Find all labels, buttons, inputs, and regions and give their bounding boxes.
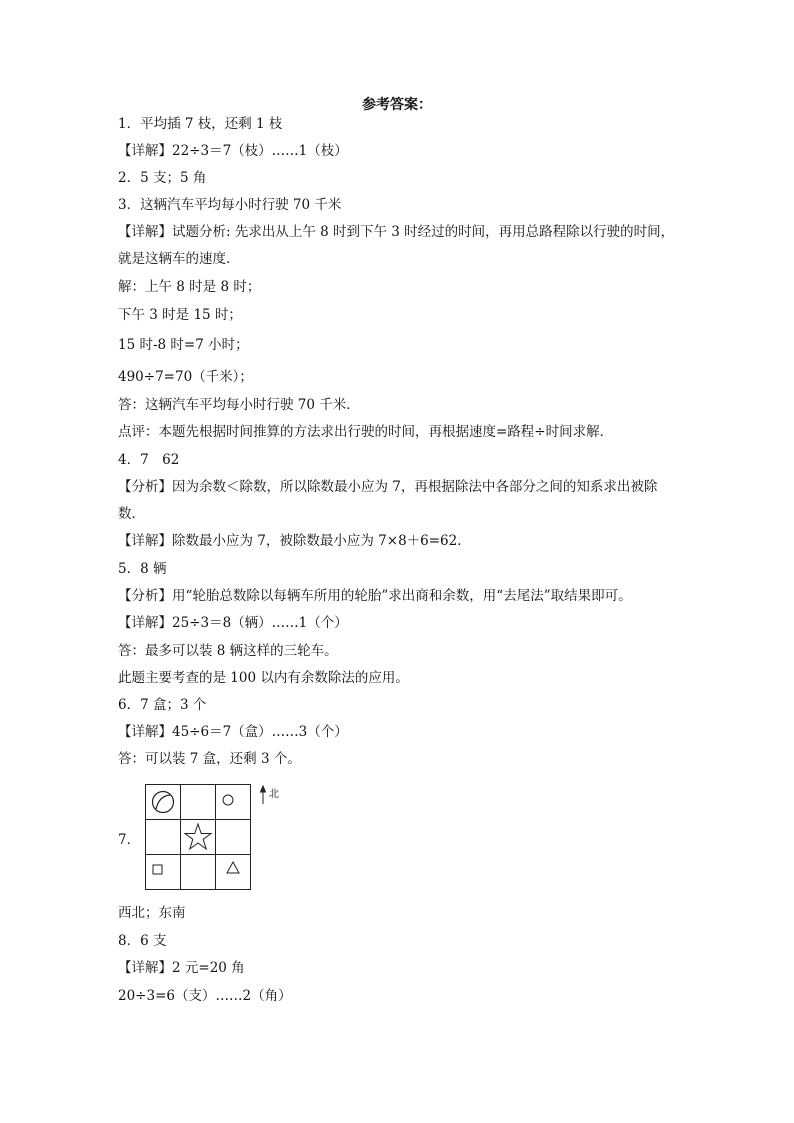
square-icon [153, 865, 162, 874]
answer-line: 解：上午 8 时是 8 时； [118, 279, 261, 295]
page-title: 参考答案： [362, 97, 432, 113]
answer-line: 答：可以装 7 盒，还剩 3 个。 [118, 751, 301, 767]
star-icon [185, 824, 211, 849]
circle-icon [223, 795, 233, 805]
answer-line: 数． [118, 506, 145, 522]
answer-line: 下午 3 时是 15 时； [118, 307, 242, 323]
answer-line: 6．7 盒；3 个 [118, 697, 207, 713]
answer-line: 【分析】因为余数＜除数，所以除数最小应为 7，再根据除法中各部分之间的知系求出被除 [118, 479, 658, 495]
answer-line: 就是这辆车的速度． [118, 251, 240, 267]
answer-line: 3．这辆汽车平均每小时行驶 70 千米 [118, 197, 342, 213]
answer-line: 4．7 62 [118, 452, 180, 468]
answer-line: 8．6 支 [118, 933, 167, 949]
answer-line: 【详解】除数最小应为 7，被除数最小应为 7×8＋6=62． [118, 533, 471, 549]
answer-line: 15 时-8 时=7 小时； [118, 337, 249, 353]
question-7-answer: 西北；东南 [118, 905, 186, 921]
answer-line: 490÷7=70（千米）； [118, 369, 253, 385]
answer-line: 【详解】25÷3＝8（辆）……1（个） [118, 615, 348, 631]
answer-line: 点评：本题先根据时间推算的方法求出行驶的时间，再根据速度=路程÷时间求解． [118, 424, 614, 440]
answer-line: 2．5 支；5 角 [118, 170, 207, 186]
answer-line: 【详解】45÷6＝7（盒）……3（个） [118, 724, 348, 740]
answer-line: 【分析】用“轮胎总数除以每辆车所用的轮胎”求出商和余数，用“去尾法”取结果即可。 [118, 588, 632, 604]
answer-line: 20÷3=6（支）……2（角） [118, 988, 292, 1004]
answer-line: 答：这辆汽车平均每小时行驶 70 千米． [118, 397, 360, 413]
answer-line: 【详解】2 元=20 角 [118, 960, 245, 976]
answer-line: 1．平均插 7 枝，还剩 1 枝 [118, 116, 283, 132]
answer-line: 【详解】22÷3＝7（枝）……1（枝） [118, 143, 348, 159]
answer-line: 5．8 辆 [118, 561, 167, 577]
north-arrow-icon [261, 786, 266, 804]
answer-line: 此题主要考查的是 100 以内有余数除法的应用。 [118, 670, 409, 686]
direction-grid [145, 784, 285, 890]
ball-icon [153, 792, 174, 813]
answer-line: 【详解】试题分析: 先求出从上午 8 时到下午 3 时经过的时间，再用总路程除以行驶的时间， [118, 224, 675, 240]
answer-line: 答：最多可以装 8 辆这样的三轮车。 [118, 643, 338, 659]
north-label: 北 [269, 789, 279, 800]
question-7-number: 7． [118, 832, 141, 848]
triangle-icon [227, 862, 239, 873]
